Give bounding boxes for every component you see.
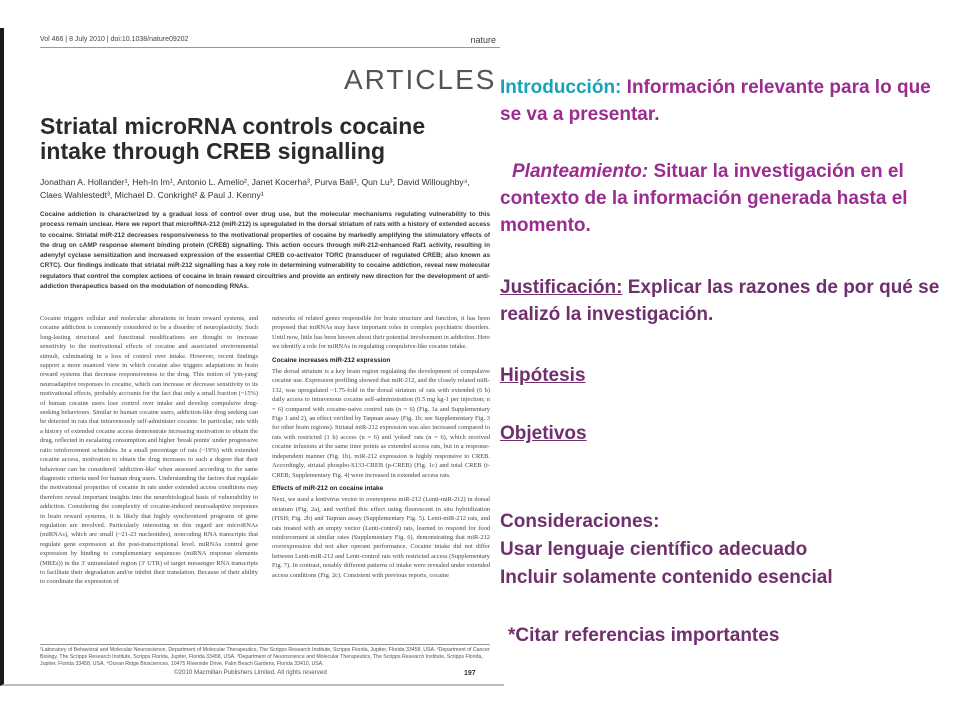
author-list: Jonathan A. Hollander¹, Heh-In Im¹, Antonio L. Amelio², Janet Kocerha³, Purva Bali¹, Qun Lu³, David Willoughby⁴, Claes Wahlestedt³, Michael D. Conkright² & Paul J. Kenny¹ <box>40 177 470 200</box>
body-paragraph: networks of related genes responsible for brain structure and function, it has been proposed that miRNAs may have important roles in complex psychiatric disorders. Until now, little has been known about their potential involvement in addiction. Here we identify a role for miRNAs in regulating compulsive-like cocaine intake. <box>272 315 490 351</box>
body-paragraph: Cocaine triggers cellular and molecular alterations in brain reward systems, and cocaine addiction is commonly considered to be a disorder of neuroplasticity. Such long-lasting structural and functional modifications are thought to increase sensitivity to the motivational effects of cocaine and associated environmental stimuli, culminating in a loss of control over intake. However, recent findings support a more nuanced view in which cocaine also triggers adaptations in brain reward systems that decrease responsiveness to the drug. This notion of 'yin-yang' neuroadaptive responses to cocaine, which can increase or decrease sensitivity to its motivational effects, probably accounts for the fact that only a small fraction (~15%) of human cocaine users lose control over intake and develop compulsive drug-seeking behaviours. Similar to human cocaine users, addiction-like drug seeking can be detected in rats that intravenously self-administer cocaine. In particular, rats with a history of extended cocaine access demonstrate increasing motivation to obtain the drug, reflected in escalating consumption and higher 'break points' under progressive ratio reinforcement schedules. In a small percentage of rats (~19%) with extended cocaine access, motivation to obtain the drug increases to such a degree that their behaviour can be considered 'addiction-like' when assessed according to the same diagnostic criteria used for human drug users. Understanding the factors that regulate the motivational properties of cocaine in rats under extended access conditions may therefore reveal important insights into the neurobiological basis of vulnerability to addiction. Considering the complexity of cocaine-induced neuroadaptive responses in brain reward systems, it is likely that highly synchronized programs of gene regulation are involved. Particularly interesting in this regard are microRNAs (miRNAs), which are small (~21-23 nucleotides), noncoding RNA transcripts that regulate gene expression at the post-transcriptional level. miRNAs control gene expression by binding to complementary sequences (miRNA response elements (MREs)) in the 3' untranslated region (3' UTR) of target messenger RNA transcripts to facilitate their degradation and/or inhibit their translation. Because of their ability to coordinate the expression of <box>40 315 258 586</box>
affiliations: ¹Laboratory of Behavioral and Molecular Neuroscience, Department of Molecular Therapeutics, The Scripps Research Institute, Scripps Florida, Jupiter, Florida 33458, USA. ²Department of Cancer Biology, The Scripps Research Institute, Scripps Florida, Jupiter, Florida 33458, USA. ³Department of Neuroscience and Molecular Therapeutics, The Scripps Research Institute, Scripps Florida, Jupiter, Florida 33458, USA. ⁴Ocean Ridge Biosciences, 10475 Riverside Drive, Palm Beach Gardens, Florida 33410, USA. <box>40 644 490 668</box>
justificacion-block <box>500 274 955 328</box>
intro-label: Introducción: <box>500 77 622 98</box>
volume-doi: Vol 466 | 8 July 2010 | doi:10.1038/nature09202 <box>40 36 189 43</box>
planteamiento-block <box>500 158 955 239</box>
body-paragraph: The dorsal striatum is a key brain region regulating the development of compulsive cocaine use. Expression profiling showed that miR-212, and the closely related miR-132, was upregulated ~1.75-fold in the dorsal striatum of rats with extended (6 h) daily access to intravenous cocaine self-administration (0.5 mg kg-1 per injection; n = 6) compared with cocaine-naive control rats (n = 6) (Fig. 1a and Supplementary Figs 1 and 2), an effect verified by Taqman assay (Fig. 1b; see Supplementary Fig. 3 for other brain regions). Striatal miR-212 expression was also increased compared to rats with restricted (1 h) access (n = 6) and 'yoked' rats (n = 6), which received cocaine infusions at the same time points as extended access rats, but in a response-independent manner (Fig. 1b). miR-212 expression is highly responsive to CREB. Accordingly, striatal phospho-S133-CREB (p-CREB) (Fig. 1c) and total CREB (t-CREB; Supplementary Fig. 4) were increased in extended access rats. <box>272 368 490 479</box>
body-paragraph: Next, we used a lentivirus vector to overexpress miR-212 (Lenti-miR-212) in dorsal striatum (Fig. 2a), and verified this effect using fluorescent in situ hybridization (FISH; Fig. 2b) and Taqman assay (Supplementary Fig. 5). Lenti-miR-212 rats, and rats treated with an empty vector (Lenti-control) rats, learned to respond for food reinforcement at similar rates (Supplementary Fig. 6), demonstrating that miR-212 overexpression did not alter operant performance. Cocaine intake did not differ between Lenti-miR-212 and Lenti-control rats with restricted access (Supplementary Fig. 7). In contrast, notably different patterns of intake were revealed under extended access conditions (Fig. 2c). Consistent with previous reports, cocaine <box>272 496 490 579</box>
section-heading: Effects of miR-212 on cocaine intake <box>272 484 384 492</box>
planteamiento-text: Situar la investigación en el contexto de la información generada hasta el momento. <box>500 161 908 236</box>
justificacion-label: Justificación: <box>500 277 623 298</box>
copyright-line: ©2010 Macmillan Publishers Limited. All rights reserved <box>174 669 327 676</box>
intro-text: Información relevante para lo que se va a presentar. <box>500 77 931 125</box>
consideracion-item: Incluir solamente contenido esencial <box>500 567 833 588</box>
body-column-left <box>40 314 258 642</box>
consideracion-item: *Citar referencias importantes <box>508 625 780 646</box>
abstract: Cocaine addiction is characterized by a gradual loss of control over drug use, but the molecular mechanisms regulating vulnerability to this process remain unclear. Here we report that microRNA-212 (miR-212) is upregulated in the dorsal striatum of rats with a history of extended access to cocaine. Striatal miR-212 decreases responsiveness to the motivational properties of cocaine by markedly amplifying the stimulatory effects of the drug on cAMP response element binding protein (CREB) signalling. This action occurs through miR-212-enhanced Raf1 activity, resulting in adenylyl cyclase sensitization and increased expression of the essential CREB co-activator TORC (transducer of regulated CREB; also known as CRTC). Our findings indicate that striatal miR-212 signalling has a key role in determining vulnerability to cocaine addiction, reveal new molecular regulators that control the complex actions of cocaine in brain reward circuitries and provide an entirely new direction for the development of anti-addiction therapeutics based on the modulation of noncoding RNAs. <box>40 211 490 291</box>
page-number: 197 <box>464 670 476 677</box>
planteamiento-label: Planteamiento: <box>512 161 649 182</box>
objetivos-heading: Objetivos <box>500 423 587 444</box>
body-columns <box>40 314 490 644</box>
justificacion-text: Explicar las razones de por qué se realizó la investigación. <box>500 277 940 325</box>
intro-block <box>500 74 955 128</box>
consideraciones-heading: Consideraciones: <box>500 511 660 532</box>
section-heading: Cocaine increases miR-212 expression <box>272 356 391 364</box>
hipotesis-heading: Hipótesis <box>500 365 586 386</box>
body-column-right <box>272 314 490 642</box>
paper-title: Striatal microRNA controls cocaine intake through CREB signalling <box>40 113 426 164</box>
journal-name: nature <box>470 35 496 45</box>
journal-header <box>40 33 500 48</box>
consideracion-item: Usar lenguaje científico adecuado <box>500 539 808 560</box>
section-label: ARTICLES <box>344 64 497 95</box>
article-page-image <box>0 28 504 686</box>
